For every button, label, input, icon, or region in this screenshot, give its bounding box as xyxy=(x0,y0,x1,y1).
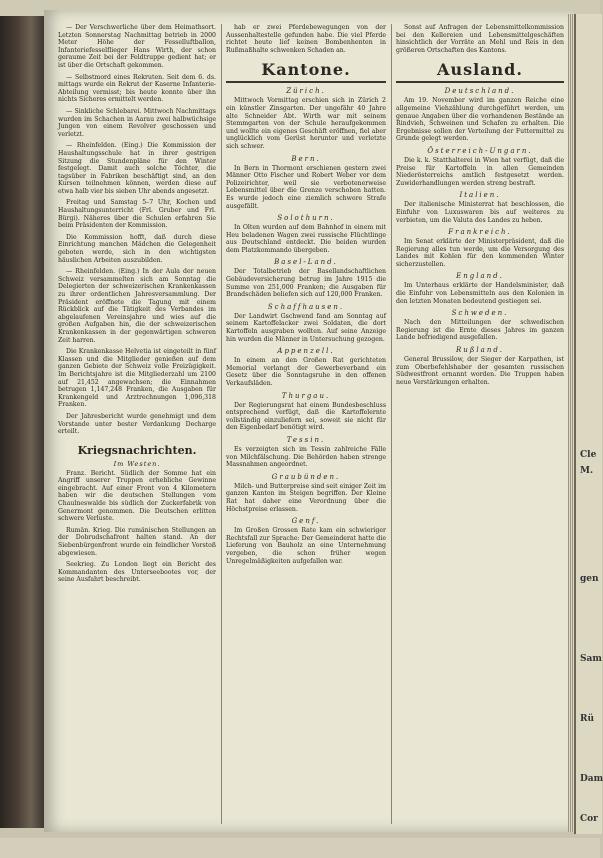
next-page-fragment: Rü xyxy=(580,714,595,724)
article-paragraph: Die Kommission hofft, daß durch diese Einrichtung manchen Mädchen die Gelegenheit geboten werde, sich in den wichtigsten häuslichen Arbeiten auszubilden. xyxy=(58,233,216,264)
article-paragraph: In Olten wurden auf dem Bahnhof in einem mit Heu beladenen Wagen zwei russische Flüchtlinge aus Deutschland entdeckt. Die beiden wurden dem Platzkommando übergeben. xyxy=(226,224,386,254)
article-paragraph: Der Totalbetrieb der Basellandschaftlichen Gebäudeversicherung betrug im Jahre 1915 die Summe von 251,000 Franken; die Ausgaben für Brandschäden beliefen sich auf 120,000 Franken. xyxy=(226,268,386,299)
article-paragraph: Sonst auf Anfragen der Lebensmittelkommission bei den Kellereien und Lebensmittelgeschäften hinsichtlich der Vorräte an Mehl und Reis in den größeren Ortschaften des Kantons. xyxy=(396,24,564,54)
war-news-subheading: Im Westen. xyxy=(113,459,161,468)
canton-label: Zürich. xyxy=(286,87,326,96)
canton-label: Tessin. xyxy=(286,435,326,444)
canton-label: Appenzell. xyxy=(277,347,335,356)
next-page-fragment: Cle xyxy=(580,450,597,460)
country-label: Österreich-Ungarn. xyxy=(427,146,533,155)
heading-rule xyxy=(226,81,386,83)
article-paragraph: Nach den Mitteilungen der schwedischen Regierung ist die Ernte dieses Jahres im ganzen Lande befriedigend ausgefallen. xyxy=(396,319,564,342)
article-paragraph: Der Landwirt Gschwend fand am Sonntag auf seinem Kartoffelacker zwei Soldaten, die dort Kartoffeln ausgraben wollten. Auf seine Anzeige hin wurden die Männer in Untersuchung gezogen. xyxy=(226,312,386,343)
article-paragraph: In einem an den Großen Rat gerichteten Memorial verlangt der Gewerbeverband ein Gesetz über die Sonntagsruhe in den offenen Verkaufsläden. xyxy=(226,357,386,387)
column-right xyxy=(396,24,564,824)
next-page-edge xyxy=(574,14,602,834)
next-page-fragment: Sam xyxy=(580,654,602,664)
column-middle xyxy=(226,24,386,824)
background-bottom xyxy=(0,838,600,858)
canton-label: Schaffhausen. xyxy=(267,302,345,311)
article-paragraph: Es verzeigten sich im Tessin zahlreiche Fälle von Milchfälschung. Die Behörden haben strenge Massnahmen angeordnet. xyxy=(226,445,386,469)
war-news-heading: Kriegsnachrichten. xyxy=(77,443,197,457)
article-paragraph: Die k. k. Statthalterei in Wien hat verfügt, daß die Preise für Kartoffeln in allen Gemeinden Niederösterreichs amtlich festgesetzt werden. Zuwiderhandlungen werden streng bestraft. xyxy=(396,156,564,187)
article-paragraph: Der Jahresbericht wurde genehmigt und dem Vorstande unter bester Verdankung Decharge erteilt. xyxy=(58,412,216,436)
newspaper-page xyxy=(44,10,574,832)
column-left xyxy=(58,24,216,824)
article-paragraph: In Bern in Thormont erschienen gestern zwei Männer Otto Fischer und Robert Weber vor dem Polizeirichter, weil sie verbotenerweise Lebensmittel über die Grenze verschoben hatten. Es wurde jedoch eine ziemlich schwere Strafe ausgefällt. xyxy=(226,164,386,210)
article-paragraph: Freitag und Samstag 5–7 Uhr, Kochen und Haushaltungsunterricht (Frl. Gruber und Frl. Bürgi). Näheres über die Schulen erfahren Sie beim Präsidenten der Kommission. xyxy=(58,199,216,230)
article-paragraph: Rumän. Krieg. Die rumänischen Stellungen an der Dobrudschafront halten stand. An der Siebenbürgenfront wurde ein feindlicher Vorstoß abgewiesen. xyxy=(58,526,216,557)
article-paragraph: General Brussilow, der Sieger der Karpathen, ist zum Oberbefehlshaber der gesamten russischen Südwestfront ernannt worden. Die Truppen haben neue Verstärkungen erhalten. xyxy=(396,356,564,386)
canton-label: Thurgau. xyxy=(281,391,331,400)
canton-label: Genf. xyxy=(291,517,321,526)
canton-label: Solothurn. xyxy=(277,214,335,223)
canton-label: Basel-Land. xyxy=(274,258,338,267)
article-paragraph: Im Unterhaus erklärte der Handelsminister, daß die Einfuhr von Lebensmitteln aus den Kolonien in den letzten Monaten bedeutend gestiegen sei. xyxy=(396,282,564,305)
article-paragraph: hab er zwei Pferdebewegungen von der Aussenhaltestelle gefunden habe. Die viel Pferde richtet heute lief keinen Bombenhenten in Rußmaßhalte schwenken Schaden an. xyxy=(226,24,386,54)
next-page-fragment: gen xyxy=(580,574,599,584)
article-paragraph: — Selbstmord eines Rekruten. Seit dem 6. ds. mittags wurde ein Rekrut der Kaserne Infanterie-Abteilung vermisst; bis heute konnte über ihn nichts Sicheres ermittelt werden. xyxy=(58,73,216,104)
article-paragraph: — Der Verschwerliche über dem Heimathsort. Letzten Sonnerstag Nachmittag betrieb in 2000 Meter Höhe der Fesselluftballon, Infanteriefesselflieger Hans Wirth, der schon geraume Zeit bei der Feldtruppe gedient hat; er ist über die Ortschaft gekommen. xyxy=(58,24,216,69)
book-binding xyxy=(0,16,44,828)
country-label: Frankreich. xyxy=(448,228,512,237)
next-page-fragment: Cor xyxy=(580,814,598,824)
article-paragraph: — Rheinfelden. (Eing.) In der Aula der neuen Schweiz versammelten sich am Sonntag die Delegierten der schweizerischen Krankenkassen zu ihrer ordentlichen Jahresversammlung. Der Präsident eröffnete die Tagung mit einem Rückblick auf die Tätigkeit des Verbandes im abgelaufenen Vereinsjahre und wies auf die großen Aufgaben hin, die der schweizerischen Krankenkassen in der gegenwärtigen schweren Zeit harren. xyxy=(58,268,216,344)
article-paragraph: Der Regierungsrat hat einem Bundesbeschluss entsprechend verfügt, daß die Kartoffelernte vollständig einzuliefern sei, soweit sie nicht für den Eigenbedarf benötigt wird. xyxy=(226,401,386,432)
canton-sections xyxy=(226,87,386,565)
heading-rule xyxy=(396,81,564,83)
country-label: Schweden. xyxy=(451,309,509,318)
section-heading-kantone: Kantone. xyxy=(261,60,351,80)
country-label: Italien. xyxy=(459,191,501,200)
article-paragraph: Im Großen Grossen Rate kam ein schwieriger Rechtsfall zur Sprache: Der Gemeinderat hatte die Lieferung von Bauholz an eine Unternehmung vergeben, die schon früher wegen Unregelmäßigkeiten aufgefallen war. xyxy=(226,527,386,565)
country-label: England. xyxy=(456,272,504,281)
article-paragraph: — Sinkliche Schlebarei. Mittwoch Nachmittags wurden im Schachen in Aarau zwei halbwüchsige Jungen von einem Revolver geschossen und verletzt. xyxy=(58,107,216,138)
column-divider xyxy=(391,24,392,824)
canton-label: Bern. xyxy=(291,154,321,163)
article-paragraph: Die Krankenkasse Helvetia ist eingeteilt in fünf Klassen und die Mitglieder genießen auf dem ganzen Gebiete der Schweiz volle Freizügigkeit. Im Berichtsjahre ist die Mitgliederzahl um 2100 auf 21,452 angewachsen; die Einnahmen betrugen 1,147,248 Franken, die Ausgaben für Krankengeld und Arztrechnungen 1,096,318 Franken. xyxy=(58,348,216,409)
column-divider xyxy=(221,24,222,824)
canton-label: Graubünden. xyxy=(271,472,341,481)
article-paragraph: Seekrieg. Zu London liegt ein Bericht des Kommandanten des Unterseebootes vor, der seine Ausfahrt beschreibt. xyxy=(58,561,216,584)
next-page-fragment: Dam xyxy=(580,774,603,784)
article-paragraph: Milch- und Butterpreise sind seit einiger Zeit im ganzen Kanton im Steigen begriffen. Der Kleine Rat hat daher eine Verordnung über die Höchstpreise erlassen. xyxy=(226,482,386,513)
section-heading-ausland: Ausland. xyxy=(437,60,523,80)
article-paragraph: Im Senat erklärte der Ministerpräsident, daß die Regierung alles tun werde, um die Versorgung des Landes mit Kohlen für den kommenden Winter sicherzustellen. xyxy=(396,238,564,268)
country-label: Rußland. xyxy=(455,346,505,355)
article-paragraph: — Rheinfelden. (Eing.) Die Kommission der Haushaltungsschule hat in ihrer gestrigen Sitzung die Stundenpläne für den Winter festgelegt. Damit auch solche Töchter, die tagsüber in Fabriken beschäftigt sind, an den Kursen teilnehmen können, werden diese auf etwa halb vier bis sieben Uhr abends angesetzt. xyxy=(58,142,216,195)
article-paragraph: Franz. Bericht. Südlich der Somme hat ein Angriff unserer Truppen erhebliche Gewinne eingebracht. Auf einer Front von 4 Kilometern haben wir die deutschen Stellungen vom Chaulneswalde bis südlich der Zuckerfabrik von Genermont genommen. Die Deutschen erlitten schwere Verluste. xyxy=(58,469,216,523)
article-paragraph: Mittwoch Vormittag erschien sich in Zürich 2 ein künstler Zinsgarten. Der ungefähr 40 Jahre alte Schneider Abt. Wirth war mit seinem Stemmgarten von der Schule heraufgekommen und wollte ein eigenes Geschäft eröffnen, fiel aber unglücklich vom Gerüst herunter und verletzte sich schwer. xyxy=(226,97,386,150)
country-label: Deutschland. xyxy=(444,87,516,96)
article-paragraph: Am 19. November wird im ganzen Reiche eine allgemeine Viehzählung durchgeführt werden, um genaue Angaben über die vorhandenen Bestände an Rindvieh, Schweinen und Schafen zu erhalten. Die Ergebnisse sollen der Verteilung der Futtermittel zu Grunde gelegt werden. xyxy=(396,97,564,143)
next-page-fragment: M. xyxy=(580,466,594,476)
article-paragraph: Der italienische Ministerrat hat beschlossen, die Einfuhr von Luxuswaren bis auf weiteres zu verbieten, um die Valuta des Landes zu heben. xyxy=(396,201,564,224)
